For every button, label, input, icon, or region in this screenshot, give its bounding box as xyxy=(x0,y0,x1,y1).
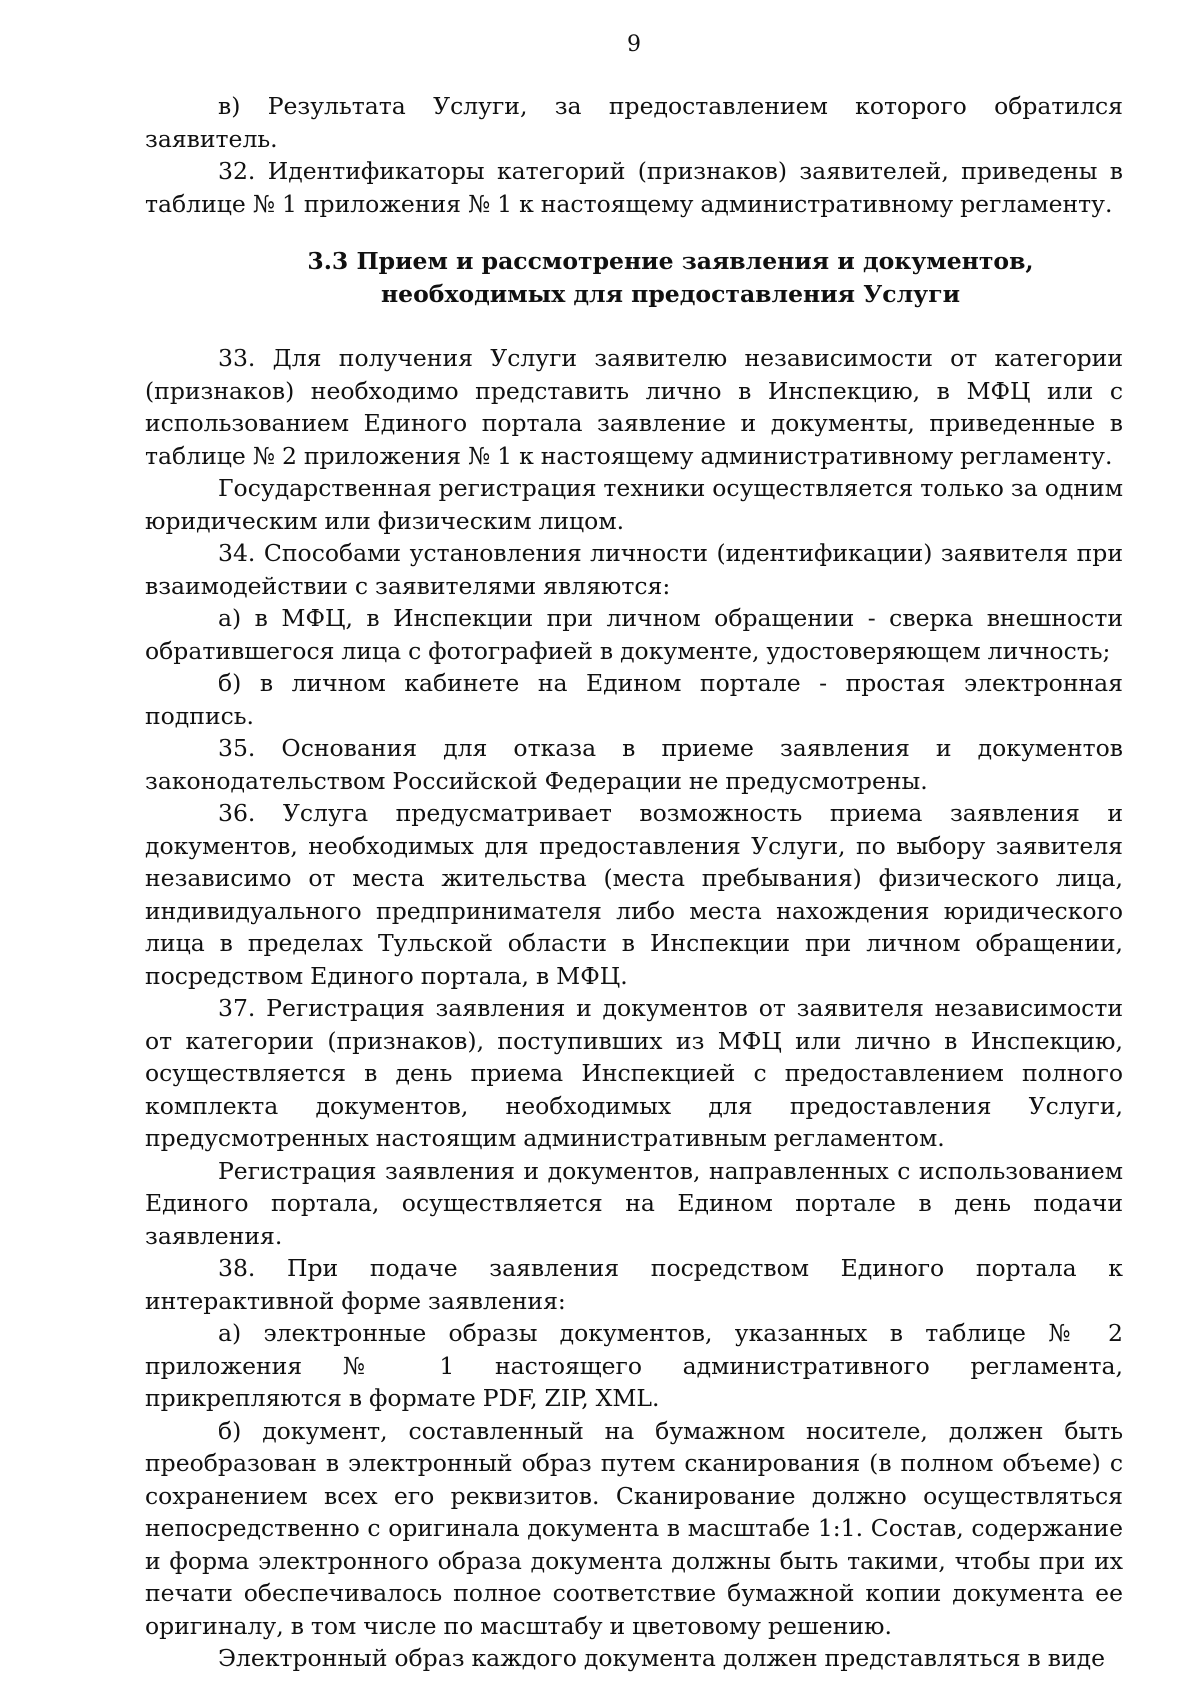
paragraph-item-v: в) Результата Услуги, за предоставлением которого обратился заявитель. xyxy=(145,92,1123,153)
paragraph-item-34: 34. Способами установления личности (идентификации) заявителя при взаимодействии с заявителями являются: xyxy=(145,539,1123,600)
paragraph-item-38-a: а) электронные образы документов, указанных в таблице № 2 приложения № 1 настоящего административного регламента, прикрепляются в формате PDF, ZIP, XML. xyxy=(145,1319,1123,1412)
paragraph-item-38-b: б) документ, составленный на бумажном носителе, должен быть преобразован в электронный образ путем сканирования (в полном объеме) с сохранением всех его реквизитов. Сканирование должно осуществляться непосредственно с оригинала документа в масштабе 1:1. Состав, содержание и форма электронного образа документа должны быть такими, чтобы при их печати обеспечивалось полное соответствие бумажной копии документа ее оригиналу, в том числе по масштабу и цветовому решению. xyxy=(145,1416,1123,1640)
paragraph-item-37-note: Регистрация заявления и документов, направленных с использованием Единого портала, осуществляется на Едином портале в день подачи заявления. xyxy=(145,1156,1123,1250)
document-page xyxy=(145,30,1123,1675)
paragraph-item-32: 32. Идентификаторы категорий (признаков) заявителей, приведены в таблице № 1 приложения № 1 к настоящему административному регламенту. xyxy=(145,157,1123,218)
paragraph-item-33: 33. Для получения Услуги заявителю независимости от категории (признаков) необходимо представить лично в Инспекцию, в МФЦ или с использованием Единого портала заявление и документы, приведенные в таблице № 2 приложения № 1 к настоящему административному регламенту. xyxy=(145,344,1123,470)
paragraph-item-38: 38. При подаче заявления посредством Единого портала к интерактивной форме заявления: xyxy=(145,1254,1123,1315)
paragraph-item-36: 36. Услуга предусматривает возможность приема заявления и документов, необходимых для предоставления Услуги, по выбору заявителя независимо от места жительства (места пребывания) физического лица, индивидуального предпринимателя либо места нахождения юридического лица в пределах Тульской области в Инспекции при личном обращении, посредством Единого портала, в МФЦ. xyxy=(145,799,1123,990)
paragraph-item-34-a: а) в МФЦ, в Инспекции при личном обращении - сверка внешности обратившегося лица с фотографией в документе, удостоверяющем личность; xyxy=(145,604,1123,665)
paragraph-item-38-b-cont: Электронный образ каждого документа должен представляться в виде xyxy=(218,1644,1105,1672)
section-heading: 3.3 Прием и рассмотрение заявления и документов, необходимых для предоставления Услуги xyxy=(307,247,1034,308)
page-number: 9 xyxy=(627,32,641,57)
paragraph-item-35: 35. Основания для отказа в приеме заявления и документов законодательством Российской Федерации не предусмотрены. xyxy=(145,734,1123,795)
paragraph-item-33-note: Государственная регистрация техники осуществляется только за одним юридическим или физическим лицом. xyxy=(145,474,1123,535)
paragraph-item-37: 37. Регистрация заявления и документов от заявителя независимости от категории (признаков), поступивших из МФЦ или лично в Инспекцию, осуществляется в день приема Инспекцией с предоставлением полного комплекта документов, необходимых для предоставления Услуги, предусмотренных настоящим административным регламентом. xyxy=(145,994,1123,1152)
paragraph-item-34-b: б) в личном кабинете на Едином портале - простая электронная подпись. xyxy=(145,669,1123,730)
